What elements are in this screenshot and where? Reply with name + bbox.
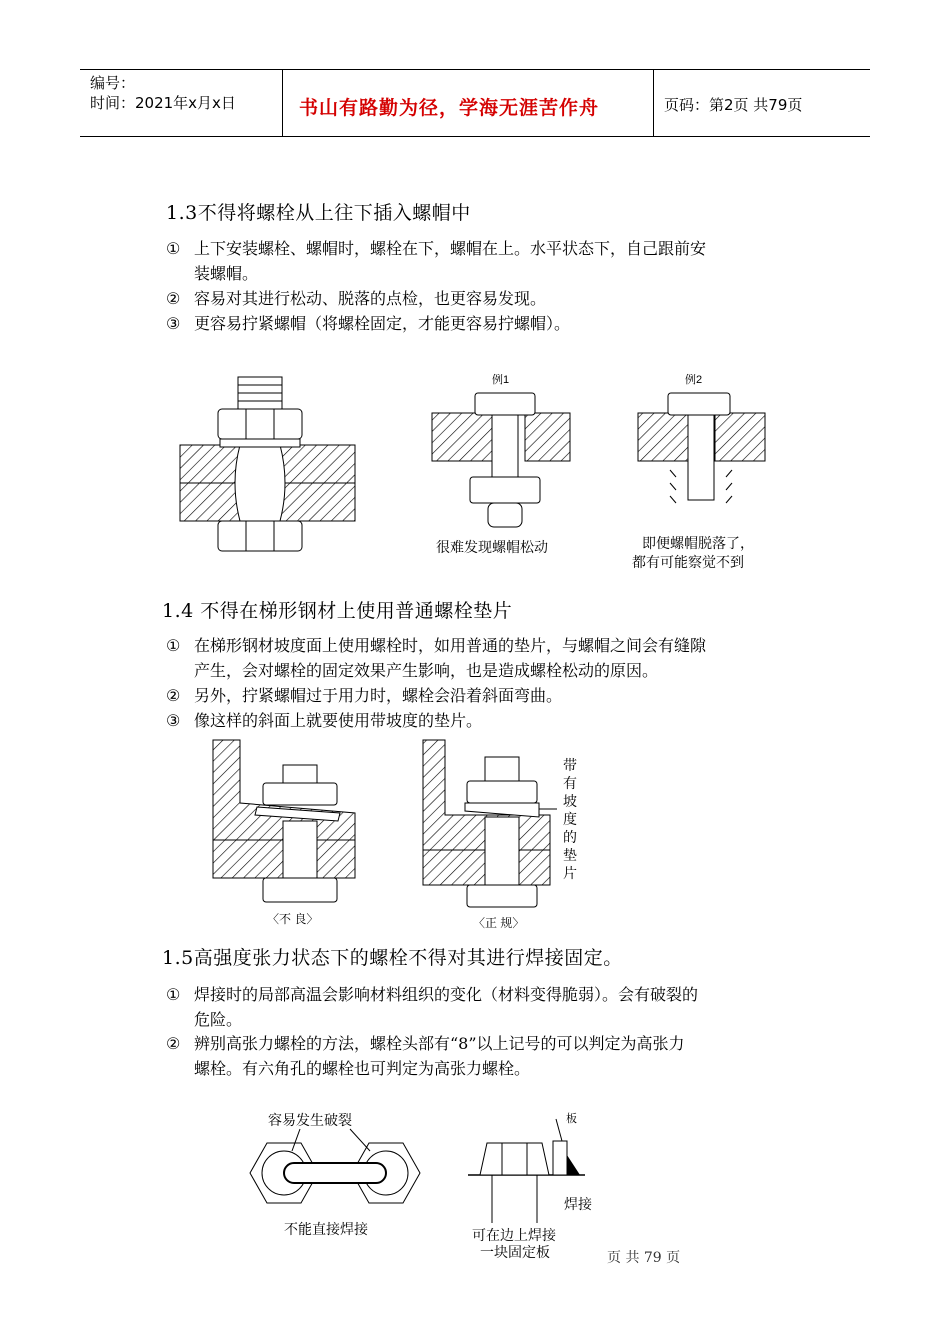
caption-nut-fall-2: 都有可能察觉不到 — [632, 554, 744, 570]
header-meta-cell — [80, 70, 283, 136]
no-direct-weld-label: 不能直接焊接 — [284, 1221, 368, 1237]
side-weld-label-1: 可在边上焊接 — [472, 1227, 556, 1243]
figure-high-tension-weld — [240, 1105, 610, 1265]
tapered-washer-label — [563, 757, 577, 881]
washer-bad-example — [213, 740, 355, 926]
weld-label: 焊接 — [564, 1196, 592, 1212]
weld-plate-example — [468, 1111, 593, 1260]
crack-label: 容易发生破裂 — [268, 1112, 352, 1128]
figure-tapered-washer — [205, 735, 600, 930]
header-page-cell — [654, 70, 870, 136]
svg-text:有: 有 — [563, 775, 577, 791]
section-title-1-5: 1.5高强度张力状态下的螺栓不得对其进行焊接固定。 — [162, 947, 623, 969]
section-title-1-3: 1.3不得将螺栓从上往下插入螺帽中 — [166, 202, 471, 224]
weld-crack-example — [250, 1112, 420, 1237]
svg-text:坡: 坡 — [563, 793, 577, 809]
svg-text:的: 的 — [563, 829, 577, 845]
motto: 书山有路勤为径，学海无涯苦作舟 — [299, 97, 600, 119]
caption-nut-fall-1: 即便螺帽脱落了， — [642, 535, 754, 551]
plate-label: 板 — [566, 1113, 577, 1125]
header-motto-cell — [283, 70, 654, 136]
bolt-example-2 — [632, 372, 765, 570]
svg-text:片: 片 — [563, 865, 577, 881]
svg-text:带: 带 — [563, 757, 577, 773]
code-label: 编号： — [90, 74, 136, 92]
page-number: 页码：第2页 共79页 — [664, 96, 803, 114]
time-label: 时间：2021年x月x日 — [90, 94, 236, 112]
svg-text:垫: 垫 — [563, 847, 577, 863]
bad-caption: 〈不 良〉 — [267, 912, 319, 926]
bolt-example-1 — [432, 372, 570, 555]
bolt-assembly-left — [180, 377, 355, 551]
caption-nut-loosening: 很难发现螺帽松动 — [436, 539, 548, 555]
washer-good-example — [423, 740, 577, 930]
figure-bolt-insertion — [170, 365, 790, 580]
svg-text:度: 度 — [563, 811, 577, 827]
good-caption: 〈正 规〉 — [473, 916, 525, 930]
example-2-label: 例2 — [685, 374, 703, 386]
section-title-1-4: 1.4 不得在梯形钢材上使用普通螺栓垫片 — [162, 600, 513, 622]
page-footer: 页 共 79 页 — [607, 1250, 681, 1266]
example-1-label: 例1 — [492, 374, 510, 386]
page-header — [80, 69, 870, 137]
side-weld-label-2: 一块固定板 — [480, 1244, 550, 1260]
